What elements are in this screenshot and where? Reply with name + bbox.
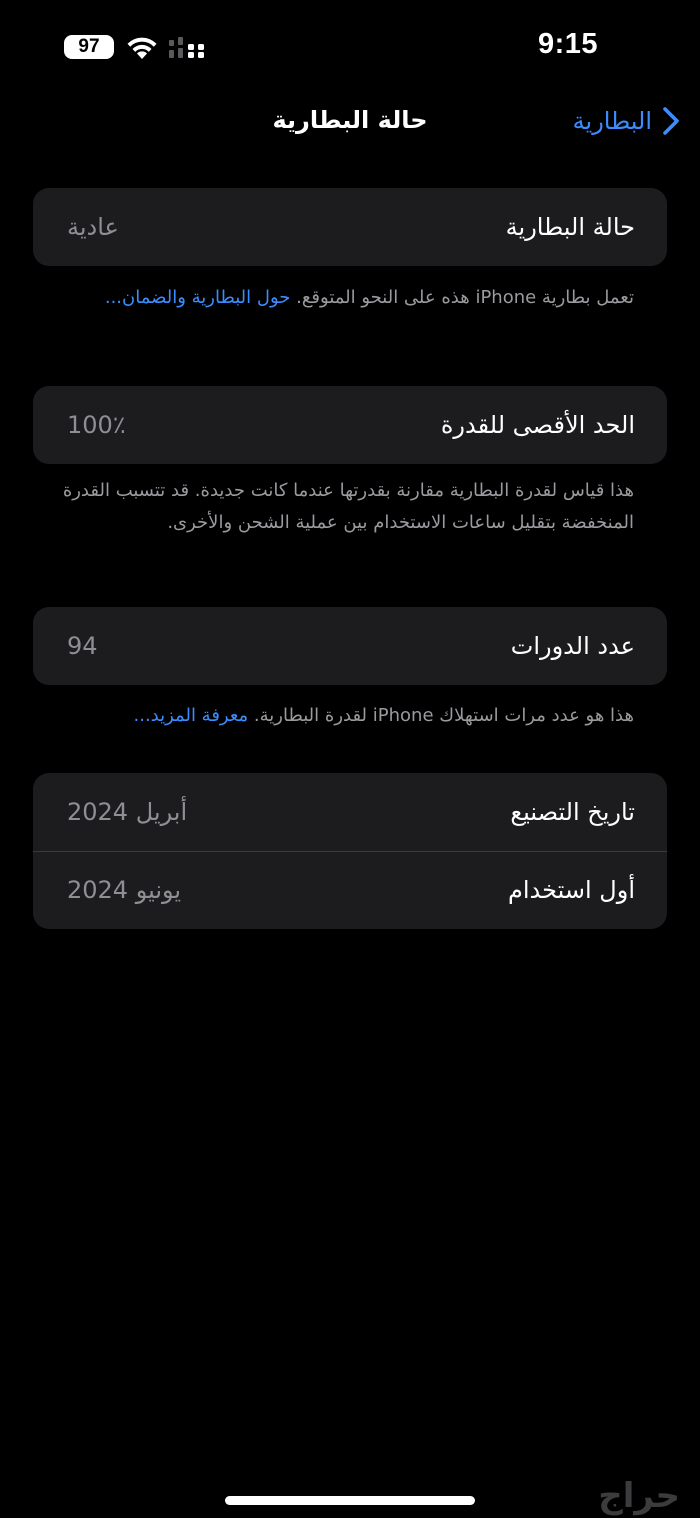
cycle-count-label: عدد الدورات (510, 632, 635, 660)
battery-condition-footnote (60, 282, 634, 314)
home-indicator[interactable] (225, 1496, 475, 1505)
cycle-count-footnote (60, 700, 634, 732)
chevron-right-icon (662, 106, 680, 136)
status-bar (0, 0, 700, 96)
learn-more-link[interactable]: معرفة المزيد... (133, 705, 249, 726)
watermark-logo: حراج (598, 1476, 680, 1516)
battery-condition-row (33, 188, 667, 266)
manufacture-date-value: أبريل 2024 (67, 798, 188, 826)
first-use-row (33, 851, 667, 929)
cycle-count-footnote-text: هذا هو عدد مرات استهلاك iPhone لقدرة البطارية. (253, 705, 634, 726)
cycle-count-value: 94 (67, 632, 98, 660)
manufacture-date-label: تاريخ التصنيع (510, 798, 635, 826)
wifi-icon (124, 33, 160, 61)
battery-condition-footnote-text: تعمل بطارية iPhone هذه على النحو المتوقع. (296, 287, 634, 308)
manufacture-date-row (33, 773, 667, 851)
first-use-value: يونيو 2024 (67, 876, 182, 904)
maximum-capacity-group (33, 386, 667, 464)
maximum-capacity-label: الحد الأقصى للقدرة (440, 411, 635, 439)
page-title: حالة البطارية (272, 106, 428, 134)
battery-dates-group (33, 773, 667, 929)
maximum-capacity-footnote: هذا قياس لقدرة البطارية مقارنة بقدرتها عندما كانت جديدة. قد تتسبب القدرة المنخفضة بتقليل ساعات الاستخدام بين عملية الشحن والأخرى. (62, 480, 634, 533)
back-button[interactable] (573, 106, 680, 136)
maximum-capacity-row (33, 386, 667, 464)
back-button-label: البطارية (572, 107, 652, 135)
cycle-count-group (33, 607, 667, 685)
cycle-count-row (33, 607, 667, 685)
battery-condition-group (33, 188, 667, 266)
battery-condition-label: حالة البطارية (505, 213, 635, 241)
battery-warranty-link[interactable]: حول البطارية والضمان... (104, 287, 291, 308)
battery-level-indicator: 97 (64, 35, 114, 59)
status-time: 9:15 (537, 28, 598, 60)
maximum-capacity-value: 100٪ (67, 411, 126, 439)
cellular-signal-icon (168, 36, 206, 60)
navigation-bar (0, 96, 700, 152)
first-use-label: أول استخدام (508, 876, 635, 904)
battery-condition-value: عادية (67, 213, 119, 241)
